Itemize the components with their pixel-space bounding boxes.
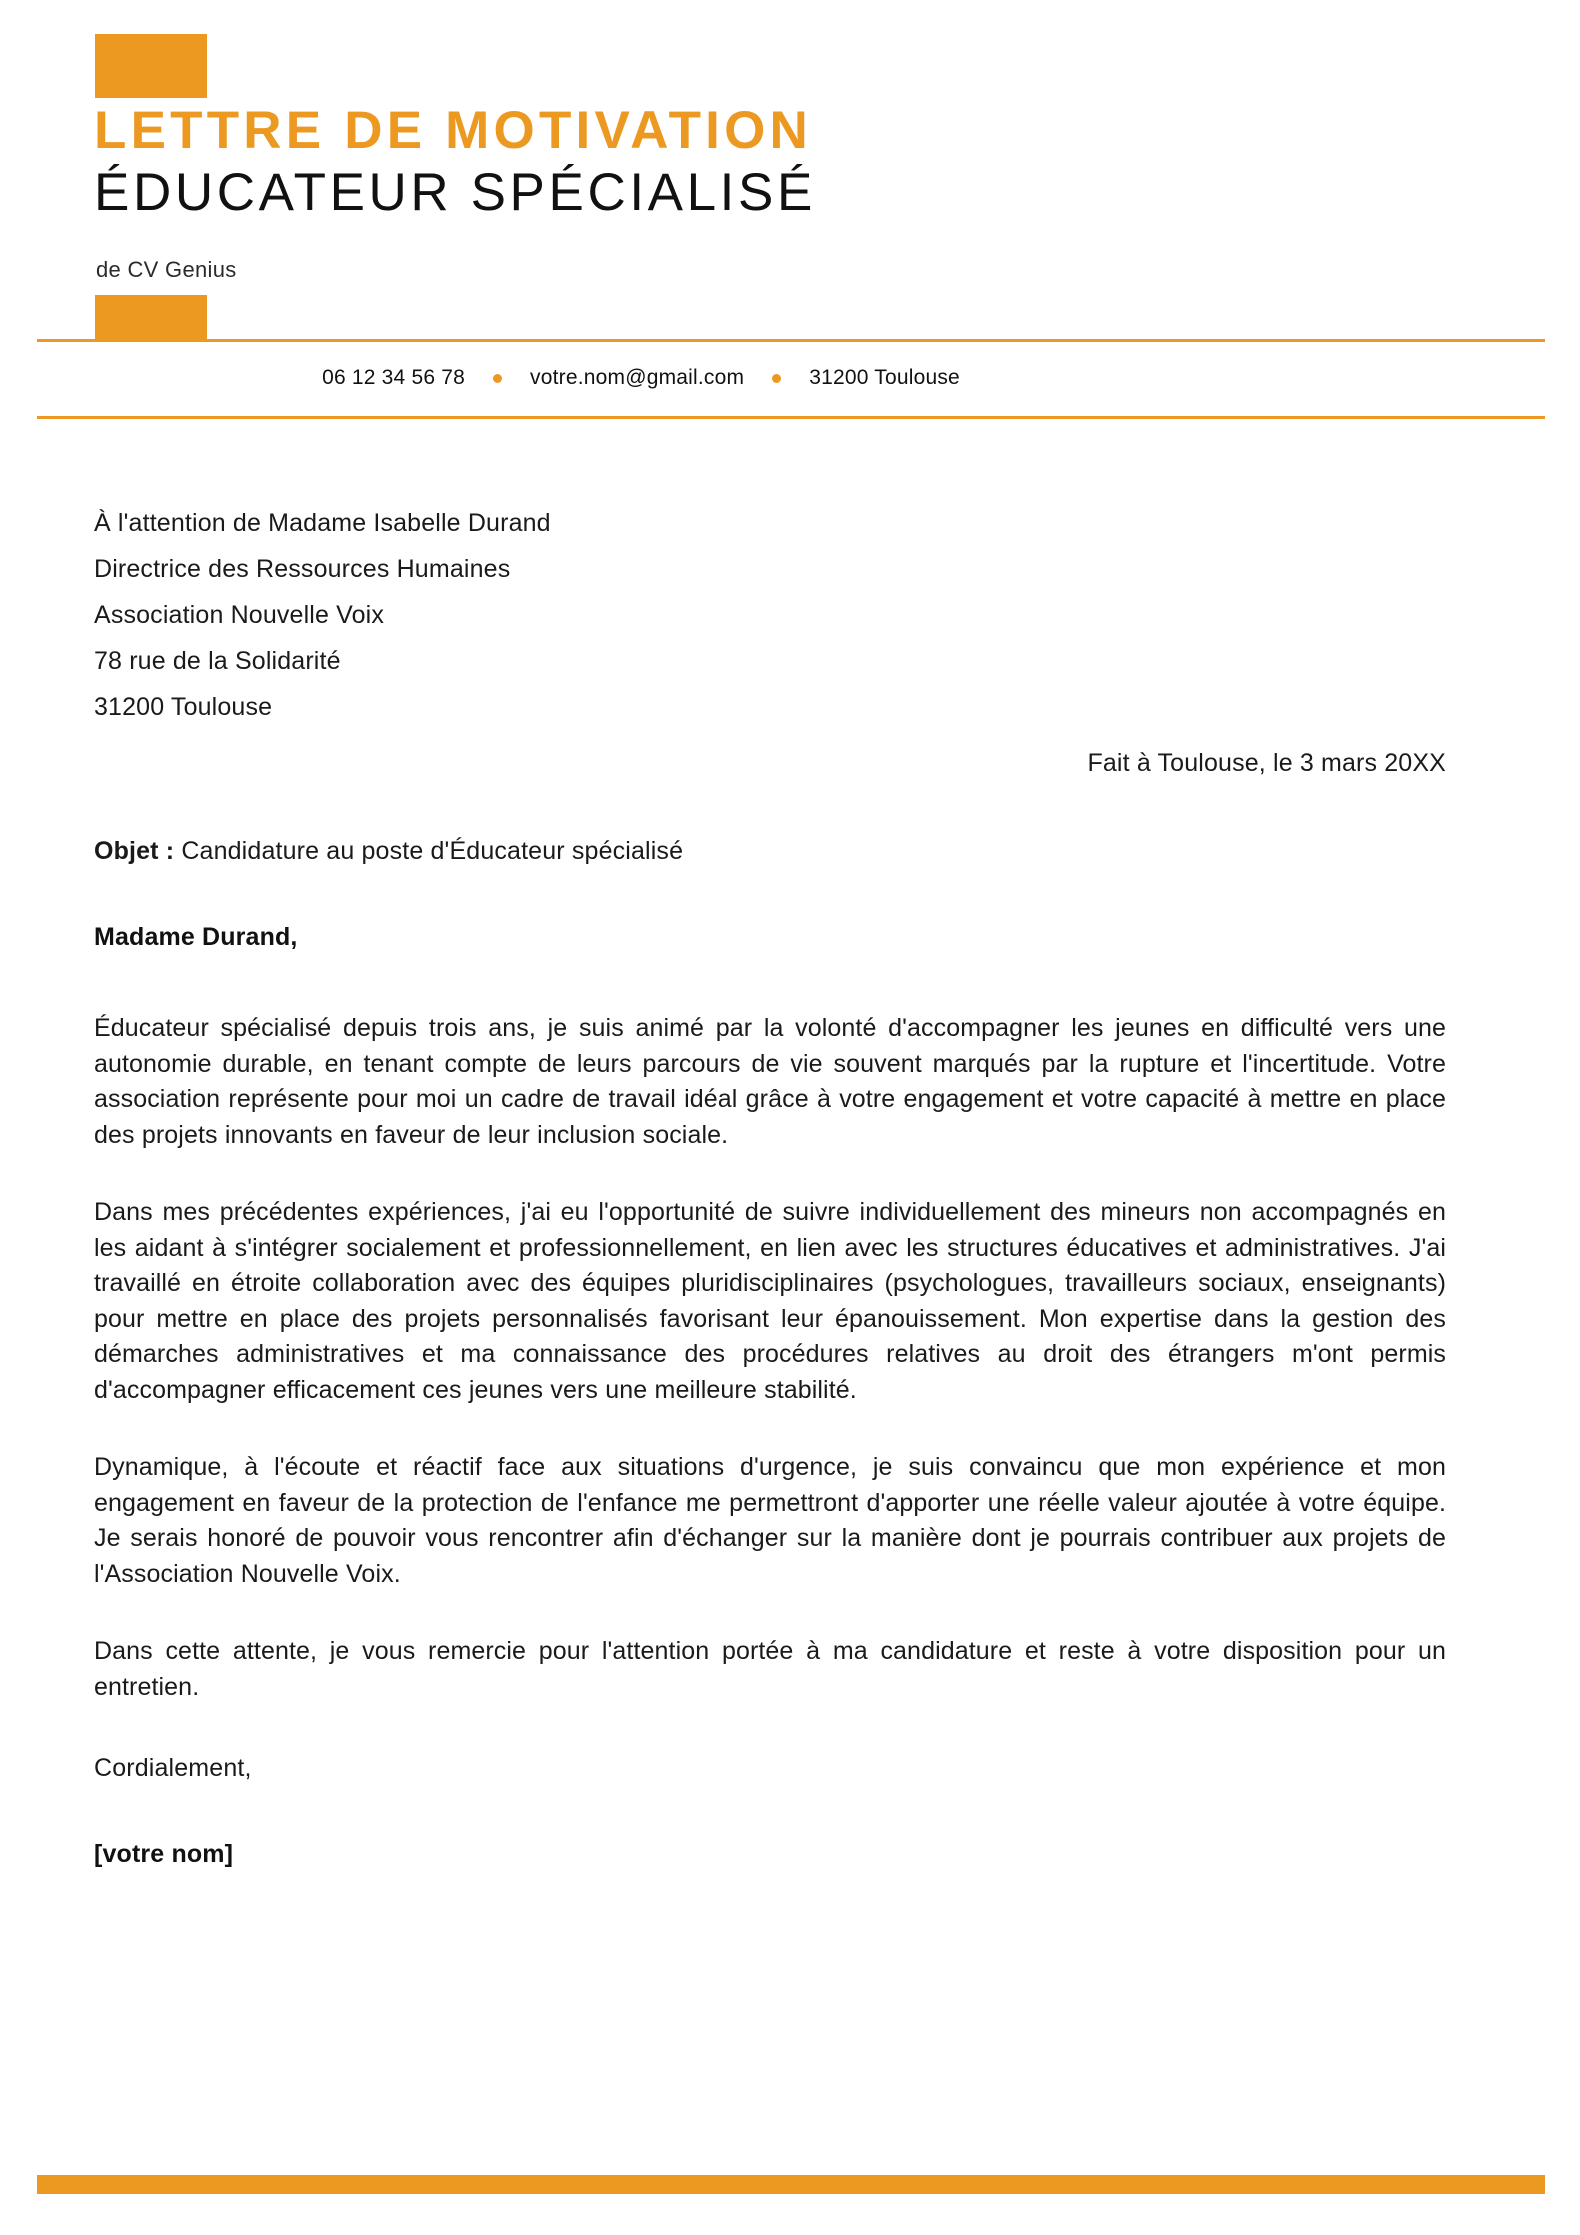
salutation: Madame Durand, [94,923,298,951]
recipient-line: Association Nouvelle Voix [94,601,385,629]
body-paragraph: Dans mes précédentes expériences, j'ai eu l'opportunité de suivre individuellement des mineurs non accompagnés en les aidant à s'intégrer socialement et professionnellement, en lien avec les structures éducatives et administratives. J'ai travaillé en étroite collaboration avec des équipes pluridisciplinaires (psychologues, travailleurs sociaux, enseignants) pour mettre en place des projets personnalisés favorisant leur épanouissement. Mon expertise dans la gestion des démarches administratives et ma connaissance des procédures relatives au droit des étrangers m'ont permis d'accompagner efficacement ces jeunes vers une meilleure stabilité. [94,1198,1446,1404]
accent-block-bottom-icon [95,295,207,341]
letter-header [0,0,1580,340]
body-paragraph: Éducateur spécialisé depuis trois ans, je suis animé par la volonté d'accompagner les jeunes en difficulté vers une autonomie durable, en tenant compte de leurs parcours de vie souvent marqués par la rupture et l'incertitude. Votre association représente pour moi un cadre de travail idéal grâce à votre engagement et votre capacité à mettre en place des projets innovants en faveur de leur inclusion sociale. [94,1014,1446,1149]
accent-block-top-icon [95,34,207,98]
recipient-address-block [94,500,1446,730]
signature-line: [votre nom] [94,1840,234,1868]
contact-bar [37,340,1545,416]
date-line: Fait à Toulouse, le 3 mars 20XX [1087,749,1446,777]
recipient-line: 78 rue de la Solidarité [94,647,341,675]
bullet-separator-icon [493,374,502,383]
subject-line [94,834,1446,868]
page-subtitle: ÉDUCATEUR SPÉCIALISÉ [94,163,816,222]
body-paragraph: Dynamique, à l'écoute et réactif face aux situations d'urgence, je suis convaincu que mon expérience et mon engagement en faveur de la protection de l'enfance me permettront d'apporter une réelle valeur ajoutée à votre équipe. Je serais honoré de pouvoir vous rencontrer afin d'échanger sur la manière dont je pourrais contribuer aux projets de l'Association Nouvelle Voix. [94,1453,1446,1588]
contact-phone: 06 12 34 56 78 [322,366,466,389]
closing-line: Cordialement, [94,1754,252,1782]
page-title: LETTRE DE MOTIVATION [94,101,813,160]
recipient-line: À l'attention de Madame Isabelle Durand [94,509,551,537]
byline: de CV Genius [96,257,237,282]
contact-location: 31200 Toulouse [809,366,960,389]
subject-label: Objet : [94,837,175,865]
footer-bar [37,2175,1545,2194]
contact-email: votre.nom@gmail.com [530,366,745,389]
divider-bottom [37,416,1545,419]
bullet-separator-icon [772,374,781,383]
letter-content [94,500,1446,1871]
recipient-line: 31200 Toulouse [94,693,273,721]
body-paragraph: Dans cette attente, je vous remercie pour l'attention portée à ma candidature et reste à votre disposition pour un entretien. [94,1637,1446,1701]
recipient-line: Directrice des Ressources Humaines [94,555,511,583]
subject-text: Candidature au poste d'Éducateur spécialisé [174,837,684,865]
